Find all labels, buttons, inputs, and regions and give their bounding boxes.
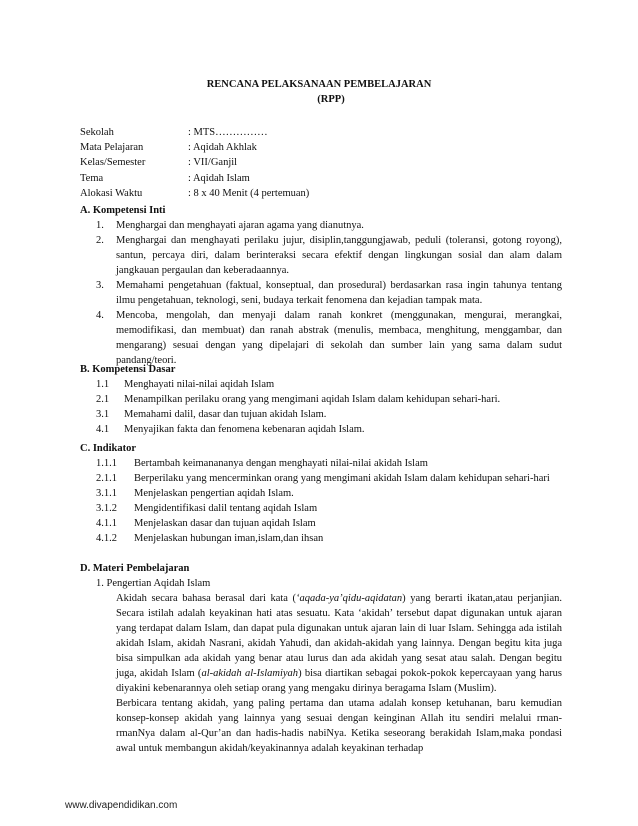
list-item [80,278,562,308]
item-text: Menghargai dan menghayati perilaku jujur, disiplin,tanggungjawab, peduli (toleransi, gotong royong), santun, percaya diri, dalam berinteraksi secara efektif dengan lingkungan sosial dan alam dalam jangkauan pergaulan dan keberadaannya. [116,235,562,276]
info-row [80,125,309,140]
list-item [80,471,562,486]
info-label: Alokasi Waktu [80,187,143,199]
item-text: Menjelaskan hubungan iman,islam,dan ihsan [134,533,324,544]
text-run: Akidah secara bahasa berasal dari kata ( [116,593,296,604]
list-item [80,233,562,278]
item-text: Menjelaskan pengertian aqidah Islam. [134,488,294,499]
item-text: Memahami pengetahuan (faktual, konseptual, dan prosedural) berdasarkan rasa ingin tahunya tentang ilmu pengetahuan, teknologi, seni, budaya terkait fenomena dan kejadian tampak mata. [116,280,562,306]
list-item [80,377,562,392]
identity-table [80,125,309,201]
item-number: 4. [96,310,104,321]
info-value: : MTS…………… [188,127,268,138]
text-run: ) yang berarti ikatan,atau perjanjian. Secara istilah adalah keyakinan hati atas sesuatu. Kata ‘akidah’ tersebut dapat digunakan untuk ajaran yang terdapat dalam Islam, dan dapat pula digunakan untuk ajaran lain di luar Islam. Sehingga ada istilah akidah Islam, akidah Nasrani, akidah Yahudi, dan akidah-akidah yang lainnya. Dengan begitu kita juga bisa simpulkan ada akidah yang benar atau lurus dan ada akidah yang sesat atau salah. Dengan begitu juga, akidah Islam ( [116,593,562,679]
text-run: ) bisa diartikan sebagai pokok-pokok kepercayaan yang harus diyakini kebenarannya oleh setiap orang yang mengaku dirinya beragama Islam (Muslim). [116,668,563,694]
info-label: Sekolah [80,127,114,138]
info-value: : 8 x 40 Menit (4 pertemuan) [188,187,310,199]
info-value: : Aqidah Akhlak [188,142,257,154]
item-number: 3.1.1 [96,488,117,499]
item-number: 3. [96,280,104,291]
item-text: Memahami dalil, dasar dan tujuan akidah Islam. [124,409,327,420]
list-item [80,531,562,546]
section-heading: D. Materi Pembelajaran [80,563,190,574]
list-item [80,422,562,437]
list-item [80,456,562,471]
list-item [80,392,562,407]
list-item [80,308,562,368]
paragraph-1 [116,591,562,696]
item-text: Berperilaku yang mencerminkan orang yang mengimani akidah Islam dalam kehidupan sehari-hari [134,473,550,484]
info-row [80,140,309,155]
item-number: 4.1.2 [96,533,117,544]
item-number: 1. [96,220,104,231]
section-kompetensi-inti [80,203,562,368]
item-number: 4.1.1 [96,518,117,529]
item-text: Mengidentifikasi dalil tentang aqidah Islam [134,503,318,514]
info-row [80,155,309,170]
info-label: Mata Pelajaran [80,142,144,154]
list-item [80,218,562,233]
section-heading: B. Kompetensi Dasar [80,364,176,375]
list-item [80,501,562,516]
paragraph [80,591,562,756]
info-row [80,186,309,201]
item-text: Bertambah keimanananya dengan menghayati nilai-nilai akidah Islam [134,458,428,469]
item-number: 2. [96,235,104,246]
list-item [80,516,562,531]
section-heading: C. Indikator [80,443,137,454]
italic-term: ‘aqada-ya’qidu-aqidatan [296,593,403,604]
item-number: 2.1.1 [96,473,117,484]
item-text: Mencoba, mengolah, dan menyaji dalam ranah konkret (menggunakan, mengurai, merangkai, memodifikasi, dan membuat) dan ranah abstrak (menulis, membaca, menghitung, menggambar, dan mengarang) sesuai dengan yang dipelajari di sekolah dan sumber lain yang sama dalam sudut pandang/teori. [116,310,562,366]
item-text: Menghargai dan menghayati ajaran agama yang dianutnya. [116,220,364,231]
item-number: 3.1.2 [96,503,117,514]
section-indikator [80,441,562,546]
section-heading: A. Kompetensi Inti [80,205,166,216]
doc-subtitle: (RPP) [317,94,345,105]
info-label: Tema [80,172,104,184]
item-number: 3.1 [96,409,110,420]
item-text: Menyajikan fakta dan fenomena kebenaran aqidah Islam. [124,424,365,435]
item-text: Menjelaskan dasar dan tujuan aqidah Islam [134,518,316,529]
item-text: Menampilkan perilaku orang yang mengimani aqidah Islam dalam kehidupan sehari-hari. [124,394,501,405]
info-value: : VII/Ganjil [188,157,238,169]
item-number: 1.1 [96,379,110,390]
item-number: 4.1 [96,424,110,435]
info-row [80,171,309,186]
info-label: Kelas/Semester [80,157,146,169]
italic-term: al-akidah al-Islamiyah [201,668,299,679]
section-kompetensi-dasar [80,362,562,437]
list-item [80,407,562,422]
info-value: : Aqidah Islam [188,172,250,184]
item-text: Menghayati nilai-nilai aqidah Islam [124,379,275,390]
paragraph-2: Berbicara tentang akidah, yang paling pertama dan utama adalah konsep ketuhanan, baru kemudian konsep-konsep akidah yang lainnya yang sesuai dengan keinginan Allah itu sendiri melalui rman-rmanNya dalam al-Qur’an dan hadis-hadis nabiNya. Ketika seseorang berakidah Islam,maka pondasi awal untuk membangun akidah/keyakinannya adalah keyakinan terhadap [116,698,562,754]
item-number: 2.1 [96,394,110,405]
section-materi [80,561,562,756]
subsection-heading: 1. Pengertian Aqidah Islam [96,578,211,589]
doc-title: RENCANA PELAKSANAAN PEMBELAJARAN [206,79,432,90]
list-item [80,486,562,501]
item-number: 1.1.1 [96,458,117,469]
footer-url: www.divapendidikan.com [65,800,178,811]
